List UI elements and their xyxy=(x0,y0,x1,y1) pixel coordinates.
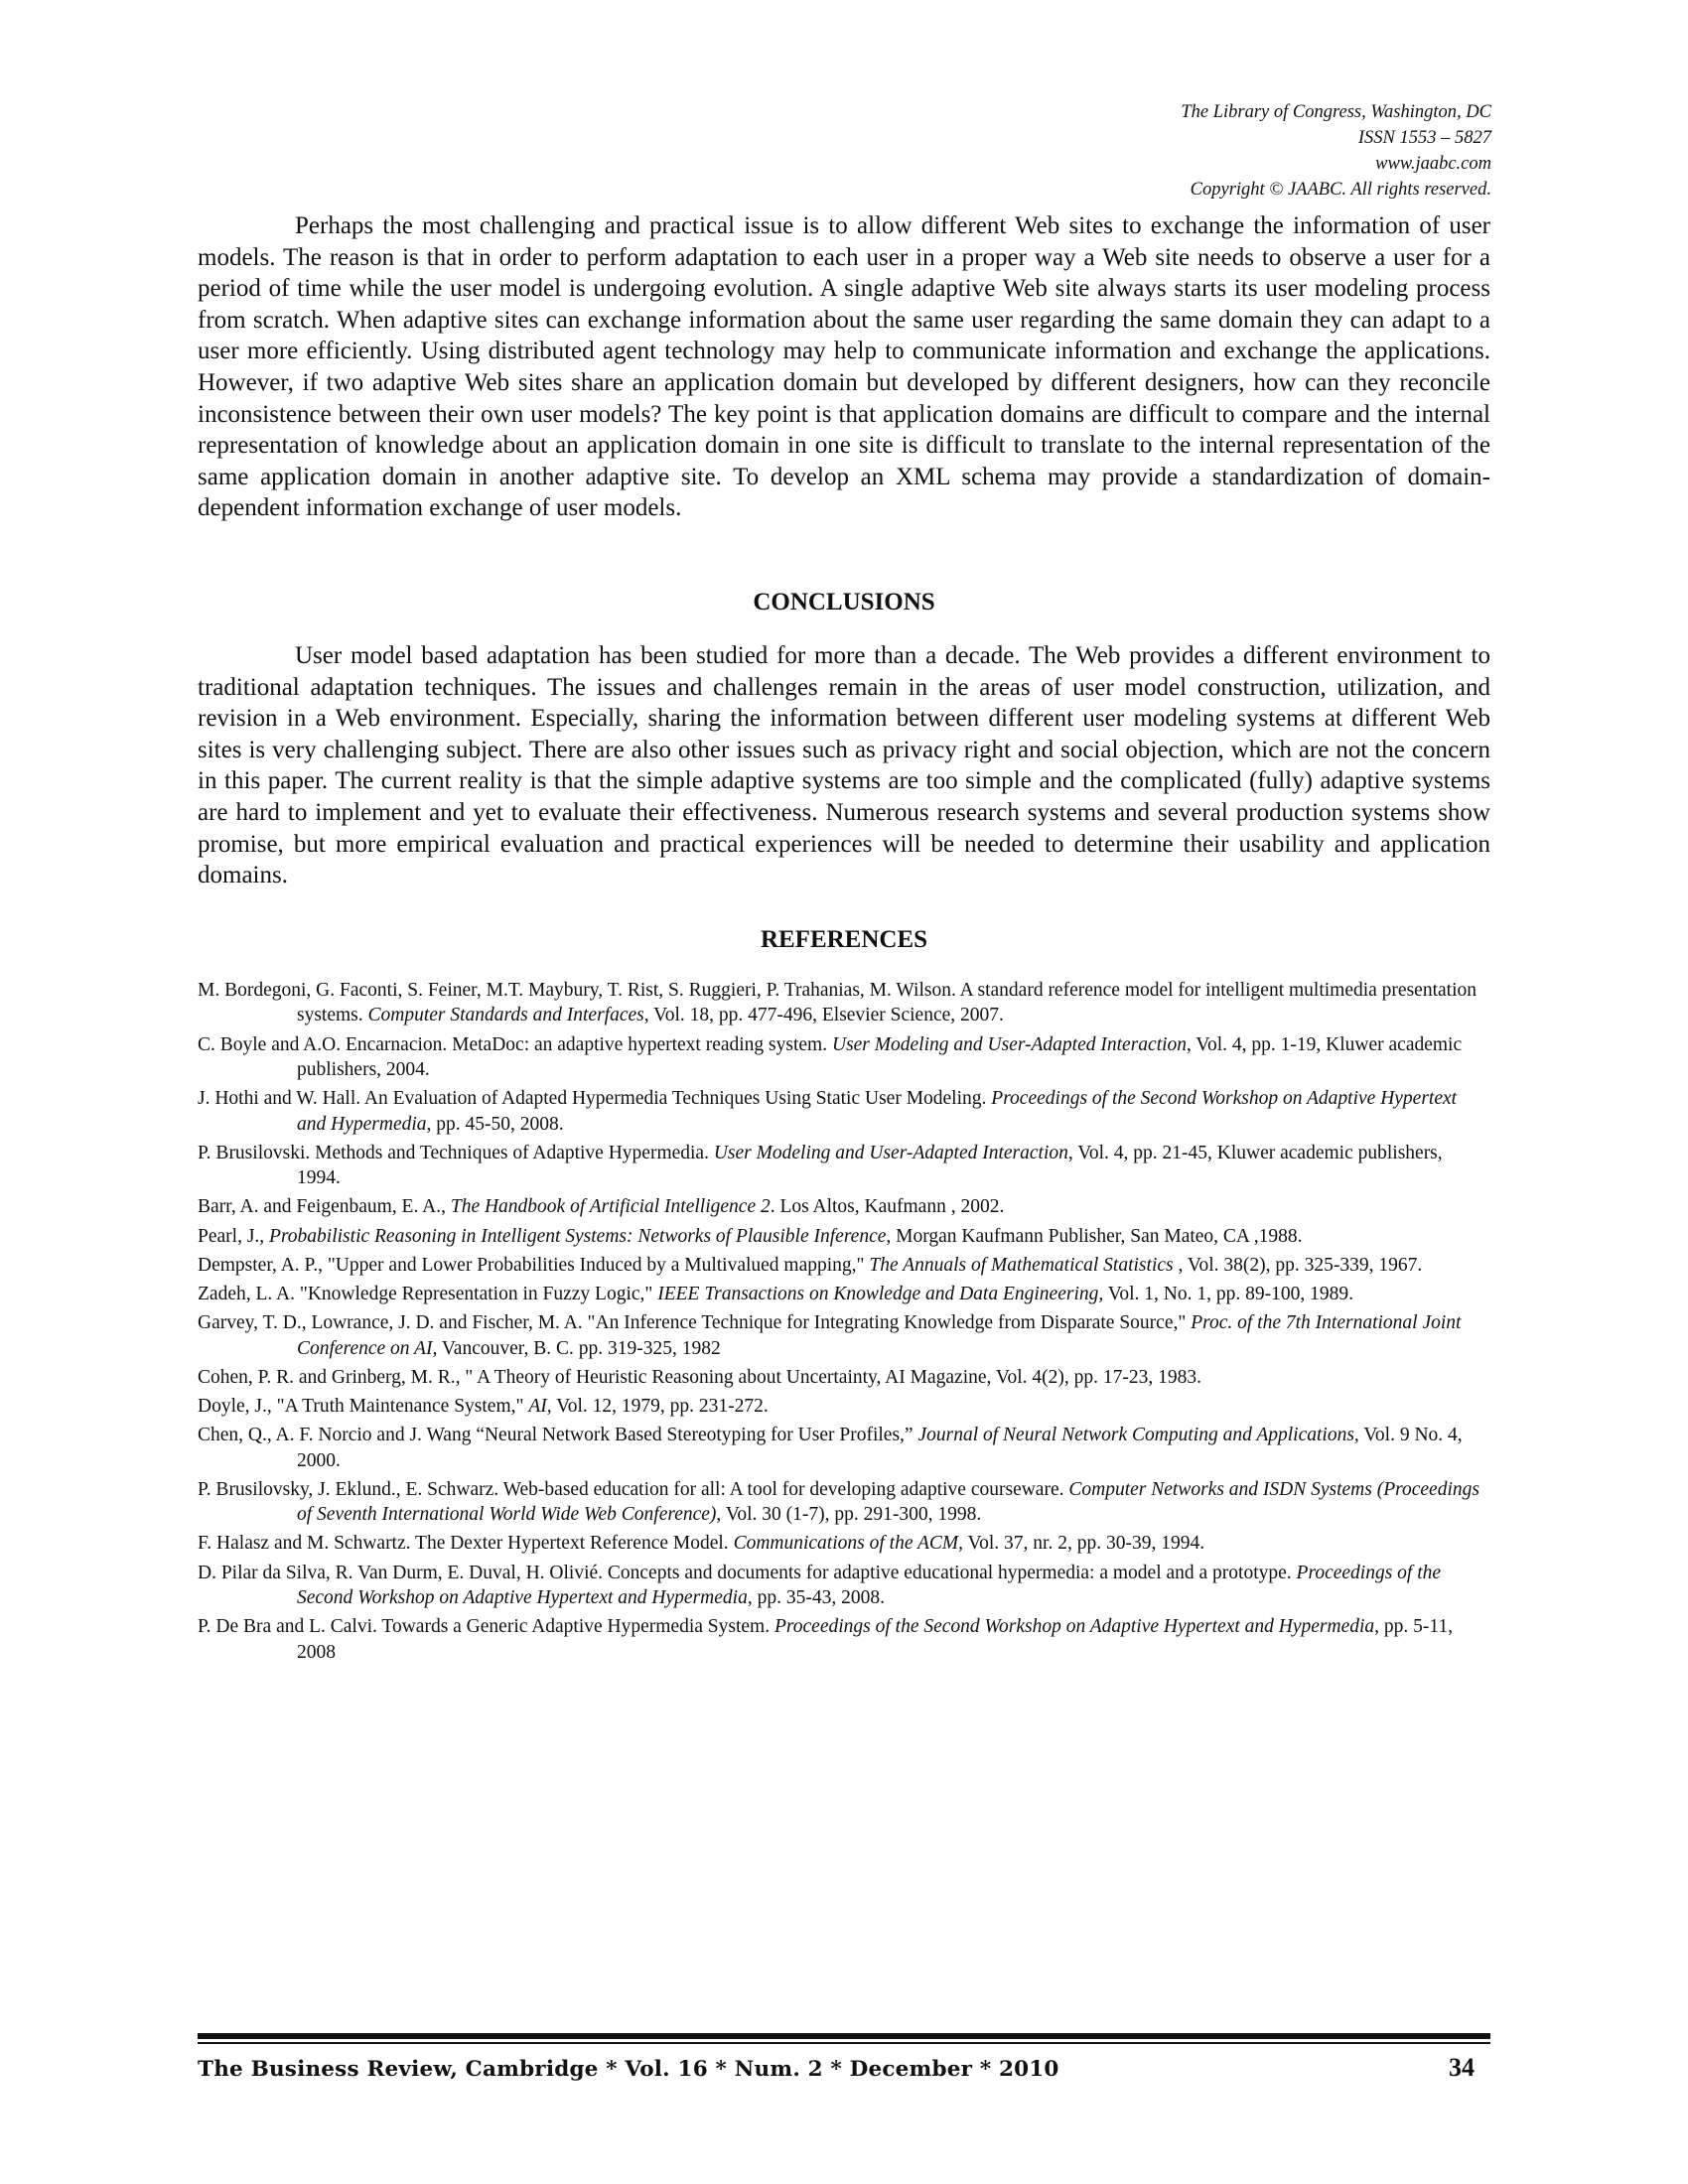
conclusions-paragraph xyxy=(198,640,1490,891)
reference-entry xyxy=(198,1561,1490,1611)
reference-entry xyxy=(198,1032,1490,1083)
reference-details: Vol. 9 No. 4, 2000. xyxy=(297,1425,1463,1471)
reference-details: , pp. 5-11, 2008 xyxy=(297,1616,1454,1663)
reference-details: , Morgan Kaufmann Publisher, San Mateo, CA ,1988. xyxy=(886,1225,1303,1247)
reference-source-title: User Modeling and User-Adapted Interaction xyxy=(713,1142,1068,1163)
reference-text: Cohen, P. R. and Grinberg, M. R., " A Theory of Heuristic Reasoning about Uncertainty, AI Magazine, Vol. 4(2), pp. 17-23, 1983. xyxy=(198,1366,1202,1388)
reference-details: , Vol. 18, pp. 477-496, Elsevier Science, 2007. xyxy=(643,1005,1004,1026)
reference-text: Pearl, J., xyxy=(198,1225,270,1247)
reference-entry xyxy=(198,978,1490,1028)
footer-journal-title: The Business Review, Cambridge * Vol. 16 * Num. 2 * December * 2010 xyxy=(198,2057,1059,2082)
header-copyright: Copyright © JAABC. All rights reserved. xyxy=(1190,180,1491,200)
reference-text: Chen, Q., A. F. Norcio and J. Wang “Neural Network Based Stereotyping for User Profiles,” xyxy=(198,1425,918,1446)
reference-entry xyxy=(198,1614,1490,1665)
reference-text: Doyle, J., "A Truth Maintenance System," xyxy=(198,1396,529,1418)
reference-entry xyxy=(198,1253,1490,1278)
reference-source-title: Computer Standards and Interfaces xyxy=(367,1005,644,1026)
reference-details: , pp. 45-50, 2008. xyxy=(426,1113,564,1135)
reference-text: C. Boyle and A.O. Encarnacion. MetaDoc: an adaptive hypertext reading system. xyxy=(198,1033,832,1055)
reference-entry xyxy=(198,1194,1490,1219)
reference-text: J. Hothi and W. Hall. An Evaluation of Adapted Hypermedia Techniques Using Static User Modeling. xyxy=(198,1088,992,1110)
journal-footer xyxy=(198,2053,1490,2093)
reference-source-title: Proceedings of the Second Workshop on Adaptive Hypertext and Hypermedia xyxy=(774,1616,1375,1638)
reference-source-title: Journal of Neural Network Computing and Applications, xyxy=(917,1425,1359,1446)
header-issn: ISSN 1553 – 5827 xyxy=(1357,128,1491,148)
footer-rule-thin xyxy=(198,2042,1490,2044)
reference-text: P. Brusilovski. Methods and Techniques of Adaptive Hypermedia. xyxy=(198,1142,714,1163)
reference-source-title: AI, xyxy=(528,1396,552,1418)
references-list xyxy=(198,978,1490,1669)
reference-entry xyxy=(198,1394,1490,1419)
reference-text: Dempster, A. P., "Upper and Lower Probabilities Induced by a Multivalued mapping," xyxy=(198,1254,870,1276)
reference-entry xyxy=(198,1086,1490,1137)
reference-source-title: Proc. of the 7th International Joint Conference on AI, xyxy=(297,1312,1462,1359)
reference-text: P. De Bra and L. Calvi. Towards a Generic Adaptive Hypermedia System. xyxy=(198,1616,774,1638)
paragraph-text: Perhaps the most challenging and practical issue is to allow different Web sites to exchange the information of user models. The reason is that in order to perform adaptation to each user in a proper way a Web site needs to observe a user for a period of time while the user model is undergoing evolution. A single adaptive Web site always starts its user modeling process from scratch. When adaptive sites can exchange information about the same user regarding the same domain they can adapt to a user more efficiently. Using distributed agent technology may help to communicate information and exchange the applications. However, if two adaptive Web sites share an application domain but developed by different designers, how can they reconcile inconsistence between their own user models? The key point is that application domains are difficult to compare and the internal representation of knowledge about an application domain in one site is difficult to translate to the internal representation of the same application domain in another adaptive site. To develop an XML schema may provide a standardization of domain-dependent information exchange of user models. xyxy=(198,212,1490,522)
reference-source-title: IEEE Transactions on Knowledge and Data Engineering, xyxy=(657,1284,1104,1305)
reference-text: Garvey, T. D., Lowrance, J. D. and Fischer, M. A. "An Inference Technique for Integrating Knowledge from Disparate Source," xyxy=(198,1312,1192,1334)
reference-details: . Los Altos, Kaufmann , 2002. xyxy=(770,1196,1005,1218)
reference-details: , Vol. 38(2), pp. 325-339, 1967. xyxy=(1173,1254,1423,1276)
header-website: www.jaabc.com xyxy=(1375,154,1491,174)
reference-source-title: Computer Networks and ISDN Systems (Proceedings of Seventh International World Wide Web Conference) xyxy=(297,1478,1479,1526)
reference-entry xyxy=(198,1282,1490,1306)
reference-details: , Vol. 30 (1-7), pp. 291-300, 1998. xyxy=(716,1504,982,1526)
header-library: The Library of Congress, Washington, DC xyxy=(1181,102,1491,122)
reference-text: Zadeh, L. A. "Knowledge Representation in Fuzzy Logic," xyxy=(198,1284,658,1305)
reference-entry xyxy=(198,1141,1490,1191)
reference-text: P. Brusilovsky, J. Eklund., E. Schwarz. Web-based education for all: A tool for developing adaptive courseware. xyxy=(198,1478,1069,1500)
journal-header xyxy=(1181,99,1491,203)
reference-source-title: Communications of the ACM, xyxy=(733,1533,964,1555)
conclusions-heading: CONCLUSIONS xyxy=(753,589,935,615)
reference-text: F. Halasz and M. Schwartz. The Dexter Hypertext Reference Model. xyxy=(198,1533,734,1555)
reference-details: Vol. 1, No. 1, pp. 89-100, 1989. xyxy=(1103,1284,1353,1305)
reference-source-title: User Modeling and User-Adapted Interaction xyxy=(831,1033,1188,1055)
reference-source-title: Probabilistic Reasoning in Intelligent Systems: Networks of Plausible Inference xyxy=(269,1225,887,1247)
reference-details: Vol. 12, 1979, pp. 231-272. xyxy=(551,1396,769,1418)
reference-text: M. Bordegoni, G. Faconti, S. Feiner, M.T. Maybury, T. Rist, S. Ruggieri, P. Trahanias, M. Wilson. A standard reference model for intelligent multimedia presentation systems. xyxy=(198,980,1477,1026)
footer-rule-thick xyxy=(198,2033,1490,2039)
conclusions-text: User model based adaptation has been studied for more than a decade. The Web provides a different environment to traditional adaptation techniques. The issues and challenges remain in the areas of user model construction, utilization, and revision in a Web environment. Especially, sharing the information between different user modeling systems at different Web sites is very challenging subject. There are also other issues such as privacy right and social objection, which are not the concern in this paper. The current reality is that the simple adaptive systems are too simple and the complicated (fully) adaptive systems are hard to implement and yet to evaluate their effectiveness. Numerous research systems and several production systems show promise, but more empirical evaluation and practical experiences will be needed to determine their usability and application domains. xyxy=(198,642,1490,889)
reference-source-title: Proceedings of the Second Workshop on Adaptive Hypertext and Hypermedia xyxy=(297,1562,1442,1609)
body-paragraph xyxy=(198,210,1490,524)
page-number: 34 xyxy=(1449,2053,1475,2082)
reference-entry xyxy=(198,1224,1490,1249)
reference-entry xyxy=(198,1310,1490,1361)
reference-entry xyxy=(198,1477,1490,1528)
reference-entry xyxy=(198,1365,1490,1390)
reference-details: , pp. 35-43, 2008. xyxy=(747,1587,885,1609)
reference-details: , Vol. 4, pp. 21-45, Kluwer academic publishers, 1994. xyxy=(297,1142,1443,1189)
reference-text: Barr, A. and Feigenbaum, E. A., xyxy=(198,1196,451,1218)
reference-details: Vol. 37, nr. 2, pp. 30-39, 1994. xyxy=(963,1533,1205,1555)
reference-entry xyxy=(198,1531,1490,1556)
reference-source-title: The Annuals of Mathematical Statistics xyxy=(869,1254,1174,1276)
reference-source-title: The Handbook of Artificial Intelligence 2 xyxy=(450,1196,771,1218)
reference-source-title: Proceedings of the Second Workshop on Adaptive Hypertext and Hypermedia xyxy=(297,1088,1458,1135)
references-heading: REFERENCES xyxy=(760,926,928,953)
reference-text: D. Pilar da Silva, R. Van Durm, E. Duval, H. Olivié. Concepts and documents for adaptive educational hypermedia: a model and a prototype. xyxy=(198,1562,1297,1583)
reference-details: Vancouver, B. C. pp. 319-325, 1982 xyxy=(437,1337,721,1359)
reference-entry xyxy=(198,1423,1490,1473)
reference-details: , Vol. 4, pp. 1-19, Kluwer academic publishers, 2004. xyxy=(297,1033,1463,1081)
